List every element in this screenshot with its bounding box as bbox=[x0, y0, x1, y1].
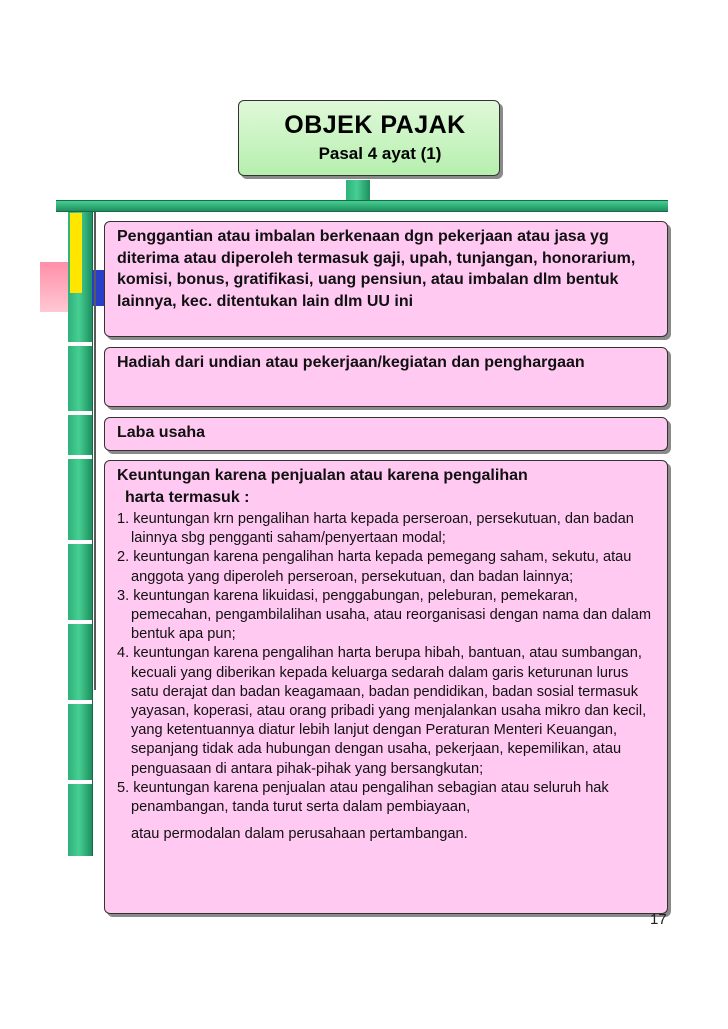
list-item: 4. keuntungan karena pengalihan harta berupa hibah, bantuan, atau sumbangan, kecuali yang diberikan kepada keluarga sedarah dalam garis keturunan lurus satu derajat dan badan keagamaan, badan pendidikan, badan sosial termasuk yayasan, koperasi, atau orang pribadi yang menjalankan usaha mikro dan kecil, yang ketentuannya diatur lebih lanjut dengan Peraturan Menteri Keuangan, sepanjang tidak ada hubungan dengan usaha, pekerjaan, kepemilikan, atau penguasaan di antara pihak-pihak yang bersangkutan; bbox=[117, 645, 647, 777]
decorative-trunk-gap bbox=[68, 411, 92, 415]
title-box bbox=[238, 100, 500, 176]
objek-item-heading: Penggantian atau imbalan berkenaan dgn pekerjaan atau jasa yg diterima atau diperoleh termasuk gaji, upah, tunjangan, honorarium, komisi, bonus, gratifikasi, uang pensiun, atau imbalan dlm bentuk lainnya, kec. ditentukan lain dlm UU ini bbox=[117, 228, 636, 310]
list-item-continuation: atau permodalan dalam perusahaan pertambangan. bbox=[131, 826, 468, 843]
list-item: 5. keuntungan karena penjualan atau pengalihan sebagian atau seluruh hak penambangan, tanda turut serta dalam pembiayaan, bbox=[117, 779, 609, 816]
decorative-trunk-gap bbox=[68, 620, 92, 624]
decorative-pink-block bbox=[40, 262, 70, 312]
page-subtitle: Pasal 4 ayat (1) bbox=[318, 144, 442, 163]
decorative-trunk-gap bbox=[68, 455, 92, 459]
page-title: OBJEK PAJAK bbox=[284, 111, 466, 139]
decorative-vertical-line bbox=[94, 210, 96, 690]
objek-item-heading-line: Keuntungan karena penjualan atau karena pengalihan bbox=[117, 467, 528, 484]
list-item: 3. keuntungan karena likuidasi, penggabungan, peleburan, pemekaran, pemecahan, pengambilalihan usaha, atau reorganisasi dengan nama dan dalam bentuk apa pun; bbox=[117, 587, 652, 643]
decorative-horizontal-bar bbox=[56, 200, 668, 212]
list-item: 2. keuntungan karena pengalihan harta kepada pemegang saham, sekutu, atau anggota yang diperoleh perseroan, persekutuan, dan badan lainnya; bbox=[117, 549, 632, 585]
objek-item-box bbox=[104, 221, 668, 337]
decorative-green-connector bbox=[346, 180, 370, 200]
objek-item-box bbox=[104, 460, 668, 914]
decorative-trunk-gap bbox=[68, 342, 92, 346]
decorative-trunk-gap bbox=[68, 540, 92, 544]
objek-item-box bbox=[104, 347, 668, 407]
objek-item-heading: Hadiah dari undian atau pekerjaan/kegiatan dan penghargaan bbox=[117, 354, 585, 371]
list-item: 1. keuntungan krn pengalihan harta kepada perseroan, persekutuan, dan badan lainnya sbg pengganti saham/penyertaan modal; bbox=[117, 511, 634, 547]
decorative-green-trunk bbox=[68, 208, 93, 856]
page-number: 17 bbox=[650, 911, 667, 928]
decorative-trunk-gap bbox=[68, 780, 92, 784]
objek-item-heading bbox=[117, 465, 657, 508]
decorative-trunk-gap bbox=[68, 700, 92, 704]
objek-item-heading: Laba usaha bbox=[117, 424, 206, 441]
decorative-yellow-block bbox=[70, 213, 82, 293]
objek-item-box bbox=[104, 417, 668, 451]
objek-item-heading-line: harta termasuk : bbox=[125, 488, 250, 506]
keuntungan-list bbox=[117, 510, 657, 817]
